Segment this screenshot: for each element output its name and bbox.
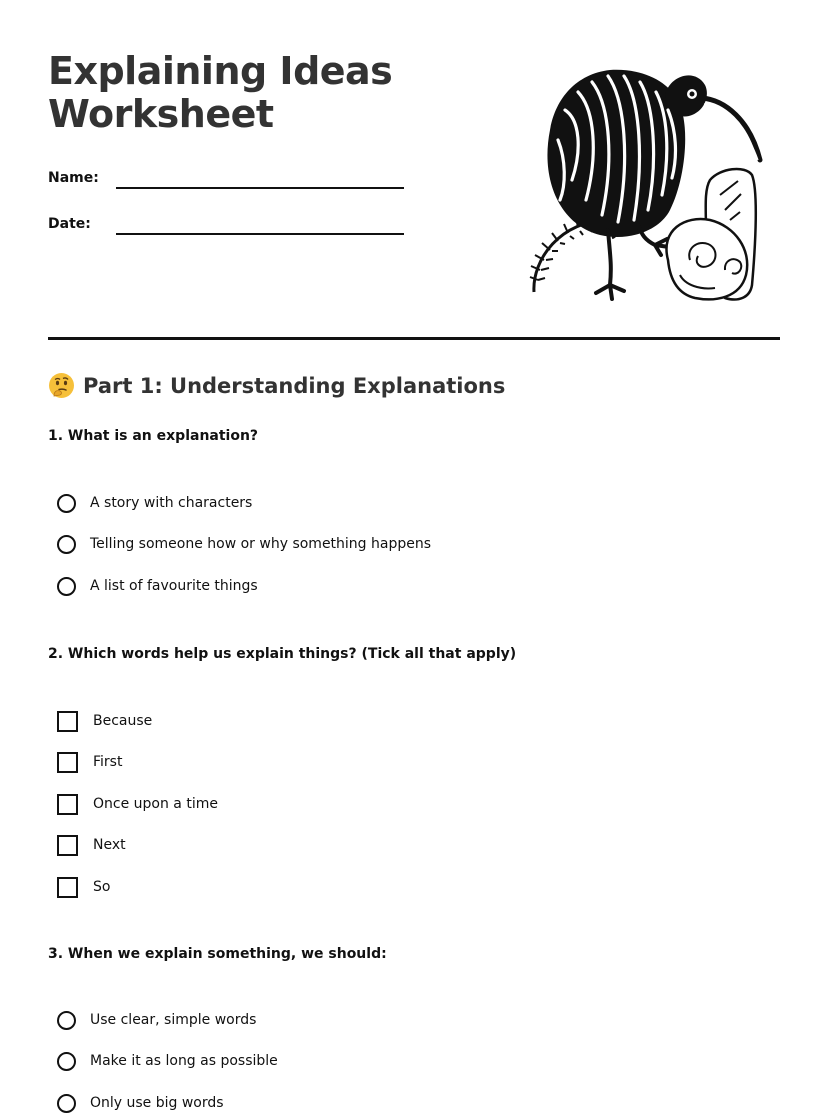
worksheet-header — [48, 50, 468, 232]
q2-option-3[interactable] — [57, 791, 218, 817]
radio-button[interactable] — [57, 1094, 76, 1113]
option-label: Because — [93, 713, 153, 729]
worksheet-title — [48, 50, 468, 136]
option-label: Telling someone how or why something happens — [90, 536, 432, 552]
option-label: A story with characters — [90, 495, 253, 511]
q3-option-2[interactable] — [57, 1048, 278, 1074]
radio-button[interactable] — [57, 577, 76, 596]
checkbox[interactable] — [57, 711, 78, 732]
question-3: 3. When we explain something, we should: — [48, 946, 387, 962]
q2-option-1[interactable] — [57, 708, 152, 734]
part-1-heading — [48, 372, 505, 399]
header-divider — [48, 337, 780, 340]
title-line-2: Worksheet — [48, 92, 274, 136]
checkbox[interactable] — [57, 794, 78, 815]
kiwi-legs-icon — [596, 225, 669, 299]
radio-button[interactable] — [57, 1011, 76, 1030]
name-field — [48, 166, 468, 186]
name-line[interactable] — [116, 173, 404, 189]
checkbox[interactable] — [57, 835, 78, 856]
date-label: Date: — [48, 216, 91, 232]
question-2: 2. Which words help us explain things? (Tick all that apply) — [48, 646, 517, 662]
option-label: Use clear, simple words — [90, 1012, 257, 1028]
option-label: Only use big words — [90, 1095, 224, 1111]
q3-option-3[interactable] — [57, 1090, 224, 1116]
question-1: 1. What is an explanation? — [48, 428, 259, 444]
q2-option-2[interactable] — [57, 749, 122, 775]
option-label: So — [93, 879, 111, 895]
thinking-face-icon — [48, 372, 75, 399]
date-field — [48, 212, 468, 232]
q3-option-1[interactable] — [57, 1007, 256, 1033]
kiwi-body-icon — [547, 70, 685, 237]
checkbox[interactable] — [57, 877, 78, 898]
option-label: Once upon a time — [93, 796, 218, 812]
checkbox[interactable] — [57, 752, 78, 773]
name-label: Name: — [48, 170, 99, 186]
date-line[interactable] — [116, 219, 404, 235]
title-line-1: Explaining Ideas — [48, 49, 393, 93]
radio-button[interactable] — [57, 535, 76, 554]
option-label: Make it as long as possible — [90, 1053, 278, 1069]
radio-button[interactable] — [57, 494, 76, 513]
q1-option-3[interactable] — [57, 573, 258, 599]
q2-option-4[interactable] — [57, 832, 126, 858]
q1-option-2[interactable] — [57, 531, 431, 557]
part-1-heading-text: Part 1: Understanding Explanations — [83, 373, 506, 398]
q1-option-1[interactable] — [57, 490, 252, 516]
option-label: Next — [93, 837, 126, 853]
option-label: A list of favourite things — [90, 578, 258, 594]
q2-option-5[interactable] — [57, 874, 110, 900]
option-label: First — [93, 754, 123, 770]
radio-button[interactable] — [57, 1052, 76, 1071]
kiwi-bird-illustration — [520, 60, 770, 308]
